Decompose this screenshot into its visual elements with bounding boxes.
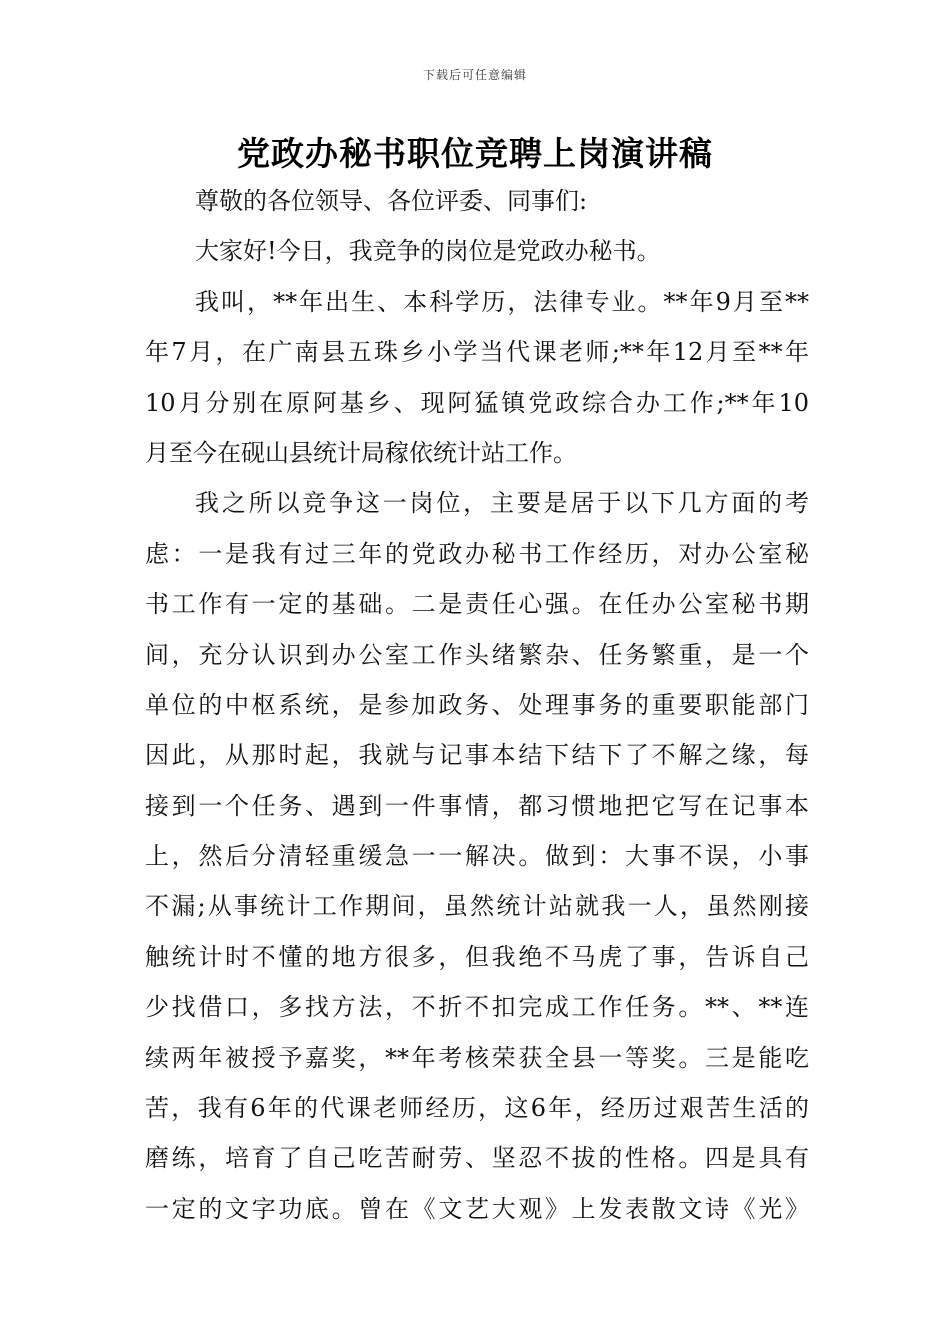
text-line: 月至今在砚山县统计局稼依统计站工作。 xyxy=(145,438,577,467)
text-line: 虑：一是我有过三年的党政办秘书工作经历，对办公室秘 xyxy=(145,539,809,568)
text-line: 大家好!今日，我竞争的岗位是党政办秘书。 xyxy=(195,237,661,266)
text-line: 单位的中枢系统，是参加政务、处理事务的重要职能部门 xyxy=(145,690,809,719)
text-line: 不漏;从事统计工作期间，虽然统计站就我一人，虽然刚接 xyxy=(145,892,809,921)
text-line: 间，充分认识到办公室工作头绪繁杂、任务繁重，是一个 xyxy=(145,640,809,669)
document-title: 党政办秘书职位竞聘上岗演讲稿 xyxy=(237,134,713,173)
body-text xyxy=(145,176,809,1234)
text-line: 一定的文字功底。曾在《文艺大观》上发表散文诗《光》 xyxy=(145,1194,809,1223)
text-line: 我叫，**年出生、本科学历，法律专业。**年9月至** xyxy=(195,287,809,316)
text-line: 因此，从那时起，我就与记事本结下结下了不解之缘，每 xyxy=(145,741,809,770)
text-line: 少找借口，多找方法，不折不扣完成工作任务。**、**连 xyxy=(145,993,809,1022)
text-line: 年7月，在广南县五珠乡小学当代课老师;**年12月至**年 xyxy=(145,338,809,367)
text-line: 上，然后分清轻重缓急一一解决。做到：大事不误，小事 xyxy=(145,842,809,871)
text-line: 续两年被授予嘉奖，**年考核荣获全县一等奖。三是能吃 xyxy=(145,1043,809,1072)
text-line: 10月分别在原阿基乡、现阿猛镇党政综合办工作;**年10 xyxy=(145,388,809,417)
text-line: 磨练，培育了自己吃苦耐劳、坚忍不拔的性格。四是具有 xyxy=(145,1144,809,1173)
text-line: 书工作有一定的基础。二是责任心强。在任办公室秘书期 xyxy=(145,590,809,619)
text-line: 我之所以竞争这一岗位，主要是居于以下几方面的考 xyxy=(195,489,809,518)
header-note: 下载后可任意编辑 xyxy=(422,68,527,82)
text-line: 接到一个任务、遇到一件事情，都习惯地把它写在记事本 xyxy=(145,791,809,820)
text-line: 触统计时不懂的地方很多，但我绝不马虎了事，告诉自己 xyxy=(145,942,809,971)
text-line: 尊敬的各位领导、各位评委、同事们: xyxy=(195,187,588,215)
text-line: 苦，我有6年的代课老师经历，这6年，经历过艰苦生活的 xyxy=(145,1094,809,1123)
